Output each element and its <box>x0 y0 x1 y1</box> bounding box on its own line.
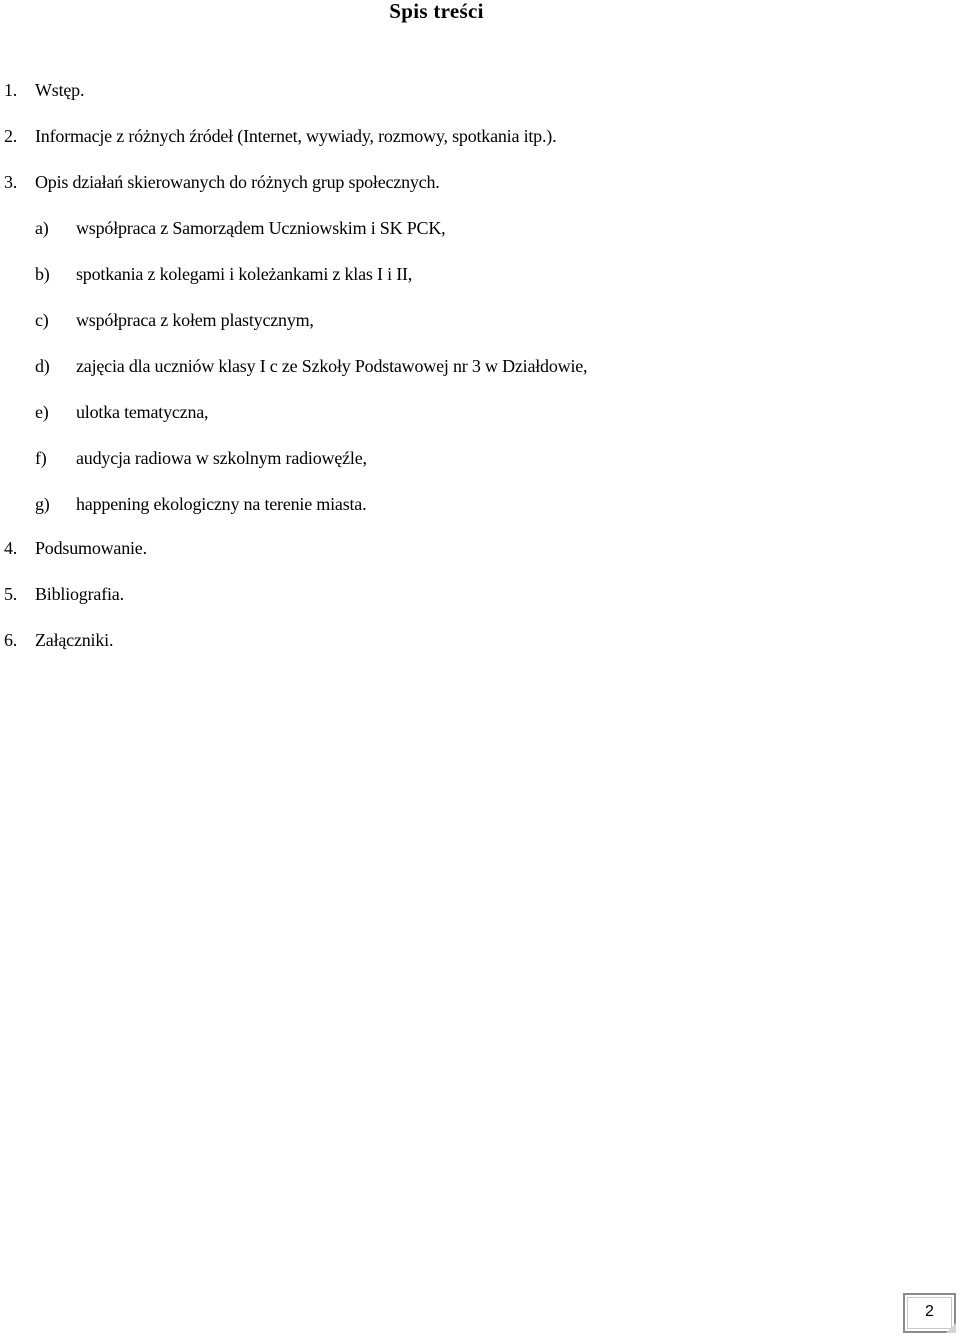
toc-subitem-label: happening ekologiczny na terenie miasta. <box>76 494 367 514</box>
toc-subitem-letter: e) <box>35 402 49 422</box>
toc-subitem-label: spotkania z kolegami i koleżankami z klas I i II, <box>76 264 413 284</box>
toc-subitem-letter: f) <box>35 448 47 468</box>
page-number-badge <box>903 1293 956 1333</box>
toc-subitem-label: współpraca z kołem plastycznym, <box>76 310 314 330</box>
toc-subitem-letter: a) <box>35 218 49 238</box>
toc-item-label: Bibliografia. <box>35 584 124 604</box>
toc-subitem-label: współpraca z Samorządem Uczniowskim i SK PCK, <box>76 218 446 238</box>
toc-item-number: 6. <box>4 630 18 650</box>
toc-item-label: Informacje z różnych źródeł (Internet, wywiady, rozmowy, spotkania itp.). <box>35 126 557 146</box>
toc-subitem-letter: b) <box>35 264 50 284</box>
toc-item-number: 5. <box>4 584 18 604</box>
toc-item-label: Opis działań skierowanych do różnych grup społecznych. <box>35 172 440 192</box>
toc-subitem-label: ulotka tematyczna, <box>76 402 209 422</box>
page-curl-icon <box>946 1323 956 1333</box>
toc-subitem-letter: g) <box>35 494 50 514</box>
toc-item-number: 4. <box>4 538 18 558</box>
toc-subitem-letter: c) <box>35 310 49 330</box>
toc-subitem-label: audycja radiowa w szkolnym radiowęźle, <box>76 448 367 468</box>
toc-item-label: Wstęp. <box>35 80 85 100</box>
page-number: 2 <box>925 1303 934 1320</box>
toc-subitem-letter: d) <box>35 356 50 376</box>
toc-item-label: Załączniki. <box>35 630 114 650</box>
toc-item-number: 1. <box>4 80 18 100</box>
toc-item-label: Podsumowanie. <box>35 538 147 558</box>
toc-item-number: 3. <box>4 172 18 192</box>
toc-item-number: 2. <box>4 126 18 146</box>
page-title: Spis treści <box>389 0 484 23</box>
toc-subitem-label: zajęcia dla uczniów klasy I c ze Szkoły Podstawowej nr 3 w Działdowie, <box>76 356 588 376</box>
